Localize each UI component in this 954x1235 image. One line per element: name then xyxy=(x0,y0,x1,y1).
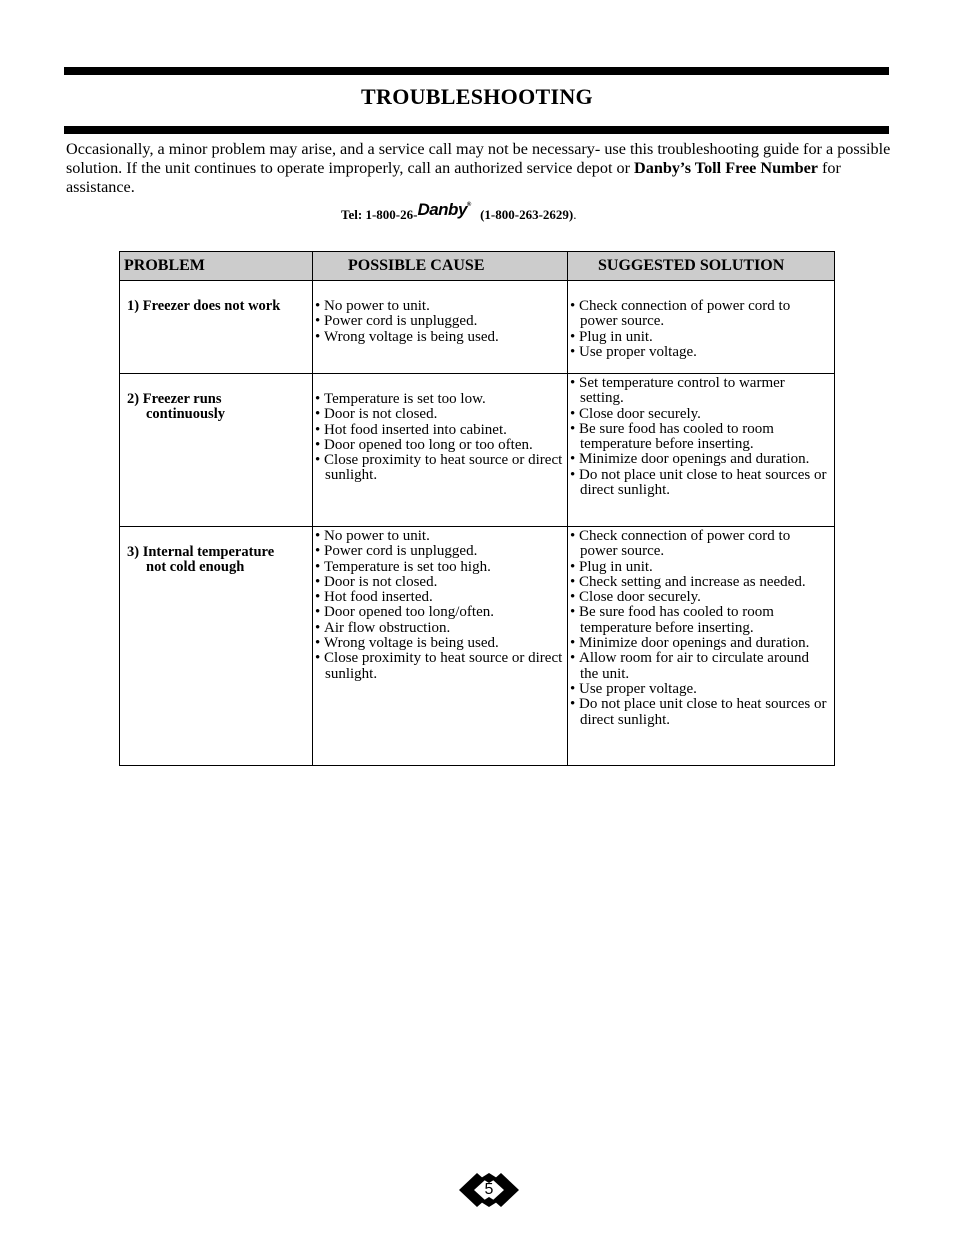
cause-item: • Door is not closed. xyxy=(315,407,563,422)
solution-item: • Minimize door openings and duration. xyxy=(570,452,830,467)
solution-list xyxy=(568,529,834,728)
table-row xyxy=(120,527,835,766)
cause-item: • No power to unit. xyxy=(315,299,563,314)
solution-item: • Be sure food has cooled to room temperature before inserting. xyxy=(570,422,830,453)
problem-label xyxy=(120,299,312,314)
telephone-line xyxy=(341,200,577,224)
page-title: TROUBLESHOOTING xyxy=(361,84,593,109)
problem-text: Freezer does not work xyxy=(142,298,281,314)
danby-logo-mark: ® xyxy=(466,202,471,209)
page-number: 5 xyxy=(484,1181,494,1198)
cause-item: • Wrong voltage is being used. xyxy=(315,330,563,345)
cause-item: • Close proximity to heat source or direct sunlight. xyxy=(315,453,563,484)
problem-text: Internal temperature xyxy=(142,544,275,560)
solution-item: • Use proper voltage. xyxy=(570,345,830,360)
intro-text-2: for assistance. xyxy=(66,159,841,196)
solution-item: • Minimize door openings and duration. xyxy=(570,636,830,651)
solution-item: • Check connection of power cord to power source. xyxy=(570,299,830,330)
solution-list xyxy=(568,299,834,360)
solution-item: • Check setting and increase as needed. xyxy=(570,575,830,590)
cause-list xyxy=(313,529,567,682)
intro-bold: Danby’s Toll Free Number xyxy=(634,159,818,177)
header-possible-cause: POSSIBLE CAUSE xyxy=(313,252,568,281)
cause-item: • Temperature is set too high. xyxy=(315,560,563,575)
problem-text-continued: not cold enough xyxy=(146,559,245,576)
cause-cell xyxy=(313,281,568,374)
cause-item: • Wrong voltage is being used. xyxy=(315,636,563,651)
danby-logo-text: Danby xyxy=(417,200,467,219)
solution-item: • Allow room for air to circulate around the unit. xyxy=(570,651,830,682)
solution-item: • Do not place unit close to heat sources or direct sunlight. xyxy=(570,468,830,499)
problem-text-continued: continuously xyxy=(146,406,225,423)
solution-list xyxy=(568,376,834,498)
problem-cell xyxy=(120,374,313,527)
cause-item: • Power cord is unplugged. xyxy=(315,314,563,329)
problem-label xyxy=(120,392,312,423)
cause-item: • Hot food inserted into cabinet. xyxy=(315,423,563,438)
danby-logo xyxy=(417,200,470,220)
cause-item: • No power to unit. xyxy=(315,529,563,544)
troubleshooting-table xyxy=(119,251,835,766)
header-problem: PROBLEM xyxy=(120,252,313,281)
problem-cell xyxy=(120,527,313,766)
problem-number: 1) xyxy=(127,298,140,314)
problem-number: 3) xyxy=(127,544,140,560)
cause-item: • Close proximity to heat source or direct sunlight. xyxy=(315,651,563,682)
solution-item: • Do not place unit close to heat sources or direct sunlight. xyxy=(570,697,830,728)
problem-cell xyxy=(120,281,313,374)
cause-item: • Door is not closed. xyxy=(315,575,563,590)
problem-number: 2) xyxy=(127,391,140,407)
bottom-rule xyxy=(64,126,889,134)
cause-item: • Temperature is set too low. xyxy=(315,392,563,407)
table-row xyxy=(120,281,835,374)
cause-item: • Door opened too long or too often. xyxy=(315,438,563,453)
solution-item: • Close door securely. xyxy=(570,590,830,605)
intro-paragraph xyxy=(66,140,896,197)
solution-cell xyxy=(568,281,835,374)
solution-cell xyxy=(568,374,835,527)
cause-cell xyxy=(313,527,568,766)
solution-item: • Set temperature control to warmer setting. xyxy=(570,376,830,407)
intro-text-1: Occasionally, a minor problem may arise, and a service call may not be necessary- use this troubleshooting guide for a possible solution. If the unit continues to operate improperly, call an authorized service depot or xyxy=(66,140,891,177)
tel-number: (1-800-263-2629) xyxy=(476,207,574,222)
page-number-badge xyxy=(459,1170,519,1210)
problem-label xyxy=(120,545,312,576)
solution-item: • Check connection of power cord to power source. xyxy=(570,529,830,560)
solution-item: • Plug in unit. xyxy=(570,560,830,575)
cause-item: • Power cord is unplugged. xyxy=(315,544,563,559)
cause-cell xyxy=(313,374,568,527)
header-suggested-solution: SUGGESTED SOLUTION xyxy=(568,252,835,281)
cause-item: • Hot food inserted. xyxy=(315,590,563,605)
solution-item: • Use proper voltage. xyxy=(570,682,830,697)
cause-item: • Door opened too long/often. xyxy=(315,605,563,620)
cause-list xyxy=(313,299,567,345)
solution-item: • Close door securely. xyxy=(570,407,830,422)
tel-period: . xyxy=(573,207,577,222)
top-rule xyxy=(64,67,889,75)
solution-item: • Be sure food has cooled to room temperature before inserting. xyxy=(570,605,830,636)
cause-item: • Air flow obstruction. xyxy=(315,621,563,636)
solution-cell xyxy=(568,527,835,766)
table-row xyxy=(120,374,835,527)
cause-list xyxy=(313,392,567,484)
tel-prefix: Tel: 1-800-26- xyxy=(341,207,418,222)
table-header-row xyxy=(120,252,835,281)
solution-item: • Plug in unit. xyxy=(570,330,830,345)
problem-text: Freezer runs xyxy=(142,391,222,407)
